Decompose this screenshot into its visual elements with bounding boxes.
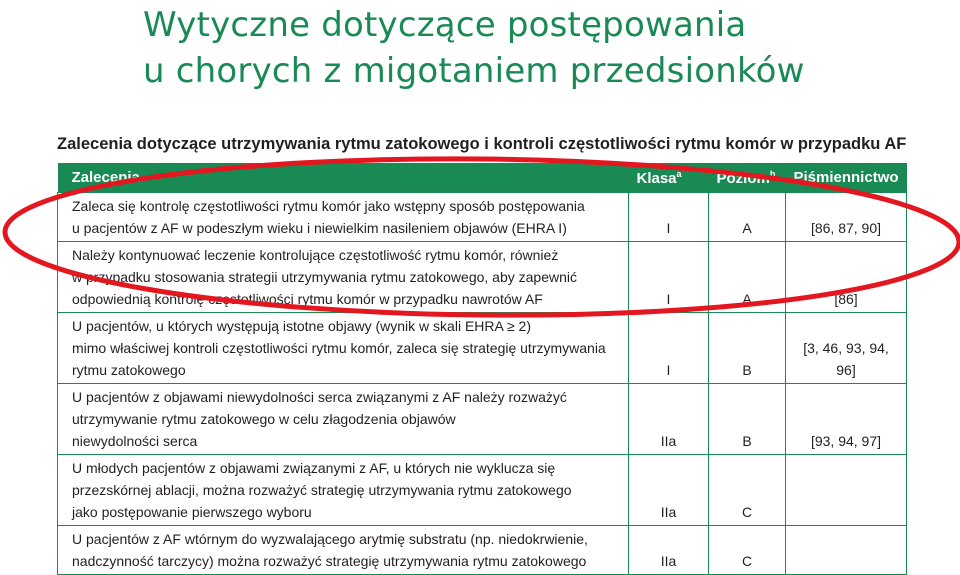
header-recommendation: Zalecenia — [58, 163, 629, 193]
level-cell: B — [709, 313, 786, 384]
header-level: Poziom$^b$ — [709, 163, 786, 193]
class-cell: IIa — [629, 384, 709, 455]
references-cell: [86] — [786, 242, 907, 313]
class-cell: I — [629, 193, 709, 242]
table-row — [58, 455, 907, 526]
recommendation-text: U młodych pacjentów z objawami związanymi z AF, u których nie wyklucza się przezskórnej ablacji, można rozważyć strategię utrzymywania rytmu zatokowego jako postępowanie pierwszego wyboru — [58, 455, 629, 526]
table-header-row — [58, 163, 907, 193]
level-cell: C — [709, 455, 786, 526]
recommendations-table — [57, 163, 907, 575]
table-row — [58, 384, 907, 455]
recommendation-text: U pacjentów z objawami niewydolności serca związanymi z AF należy rozważyć utrzymywanie rytmu zatokowego w celu złagodzenia objawów niewydolności serca — [58, 384, 629, 455]
recommendation-text: Należy kontynuować leczenie kontrolujące częstotliwość rytmu komór, również w przypadku stosowania strategii utrzymywania rytmu zatokowego, aby zapewnić odpowiednią kontrolę częstotliwości rytmu komór w przypadku nawrotów AF — [58, 242, 629, 313]
class-cell: IIa — [629, 455, 709, 526]
class-cell: I — [629, 313, 709, 384]
class-cell: IIa — [629, 526, 709, 575]
table-row — [58, 526, 907, 575]
table-row — [58, 193, 907, 242]
references-cell — [786, 455, 907, 526]
recommendation-text: U pacjentów, u których występują istotne objawy (wynik w skali EHRA ≥ 2) mimo właściwej kontroli częstotliwości rytmu komór, zaleca się strategię utrzymywania rytmu zatokowego — [58, 313, 629, 384]
title-line-2: u chorych z migotaniem przedsionków — [143, 51, 805, 91]
recommendation-text: U pacjentów z AF wtórnym do wyzwalającego arytmię substratu (np. niedokrwienie, nadczynność tarczycy) można rozważyć strategię utrzymywania rytmu zatokowego — [58, 526, 629, 575]
level-cell: C — [709, 526, 786, 575]
table-row — [58, 313, 907, 384]
level-cell: A — [709, 242, 786, 313]
references-cell: [3, 46, 93, 94, 96] — [786, 313, 907, 384]
references-cell: [93, 94, 97] — [786, 384, 907, 455]
table-row — [58, 242, 907, 313]
header-references: Piśmiennictwo — [786, 163, 907, 193]
table-caption: Zalecenia dotyczące utrzymywania rytmu zatokowego i kontroli częstotliwości rytmu komór w przypadku AF — [57, 135, 907, 153]
references-cell: [86, 87, 90] — [786, 193, 907, 242]
recommendation-text: Zaleca się kontrolę częstotliwości rytmu komór jako wstępny sposób postępowania u pacjentów z AF w podeszłym wieku i niewielkim nasileniem objawów (EHRA I) — [58, 193, 629, 242]
references-cell — [786, 526, 907, 575]
class-cell: I — [629, 242, 709, 313]
header-class: Klasa$^a$ — [629, 163, 709, 193]
level-cell: A — [709, 193, 786, 242]
title-line-1: Wytyczne dotyczące postępowania — [143, 5, 747, 45]
level-cell: B — [709, 384, 786, 455]
page-title — [143, 2, 805, 94]
